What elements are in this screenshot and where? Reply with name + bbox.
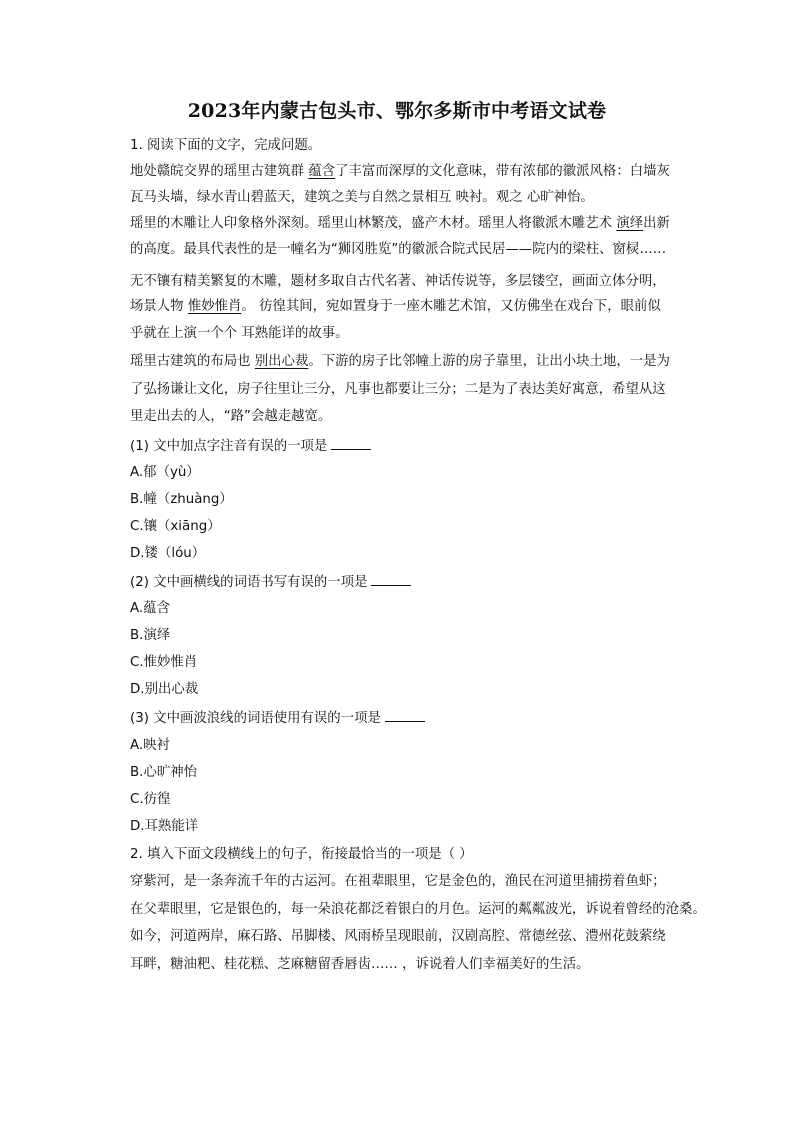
- passage-line: 里走出去的人，“路”会越走越宽。: [130, 409, 332, 424]
- option: A.蕴含: [130, 601, 170, 616]
- underlined-word: 惟妙惟肖: [187, 299, 242, 314]
- subquestion-3-stem: (3) 文中画波浪线的词语使用有误的一项是: [130, 709, 425, 728]
- passage-line: 瑶里的木雕让人印象格外深刻。瑶里山林繁茂，盛产木材。瑶里人将徽派木雕艺术 演绎出新: [130, 216, 670, 231]
- subquestion-1-stem: (1) 文中加点字注音有误的一项是: [130, 437, 371, 456]
- passage-line: 的高度。最具代表性的是一幢名为“狮冈胜览”的徽派合院式民居——院内的梁柱、窗棂……: [130, 242, 667, 257]
- answer-blank: [371, 573, 411, 586]
- question-2-heading: 2. 填入下面文段横线上的句子，衔接最恰当的一项是（ ）: [130, 847, 473, 862]
- passage-line: 如今，河道两岸，麻石路、吊脚楼、风雨桥呈现眼前，汉剧高腔、常德丝弦、澧州花鼓萦绕: [130, 929, 666, 944]
- option: B.心旷神怡: [130, 765, 198, 780]
- passage-line: 乎就在上演一个个 耳熟能详的故事。: [130, 326, 349, 341]
- passage-line: 瓦马头墙，绿水青山碧蓝天，建筑之美与自然之景相互 映衬。观之 心旷神怡。: [130, 190, 594, 205]
- option: A.郁（yù）: [130, 465, 200, 480]
- option: C.彷徨: [130, 792, 171, 807]
- passage-line: 在父辈眼里，它是银色的，每一朵浪花都泛着银白的月色。运河的粼粼波光，诉说着曾经的沧桑。: [130, 902, 706, 917]
- option: B.演绎: [130, 628, 171, 643]
- option: C.镶（xiāng）: [130, 519, 221, 534]
- option: B.幢（zhuàng）: [130, 492, 233, 507]
- subquestion-2-stem: (2) 文中画横线的词语书写有误的一项是: [130, 573, 411, 592]
- option: D.镂（lóu）: [130, 546, 206, 561]
- passage-line: 场景人物 惟妙惟肖。 彷徨其间，宛如置身于一座木雕艺术馆，又仿佛坐在戏台下，眼前似: [130, 299, 661, 314]
- passage-line: 耳畔，糖油粑、桂花糕、芝麻糖留香唇齿…… ，诉说着人们幸福美好的生活。: [130, 957, 590, 972]
- option: A.映衬: [130, 738, 170, 753]
- underlined-word: 别出心裁: [254, 354, 309, 369]
- passage-line: 瑶里古建筑的布局也 别出心裁。下游的房子比邻幢上游的房子靠里，让出小块土地，一是为: [130, 354, 670, 369]
- option: D.耳熟能详: [130, 819, 199, 834]
- passage-line: 穿紫河，是一条奔流千年的古运河。在祖辈眼里，它是金色的，渔民在河道里捕捞着鱼虾；: [130, 874, 666, 889]
- answer-blank: [385, 709, 425, 722]
- underlined-word: 蕴含: [308, 164, 336, 179]
- option: C.惟妙惟肖: [130, 655, 198, 670]
- option: D.别出心裁: [130, 682, 199, 697]
- answer-blank: [331, 437, 371, 450]
- underlined-word: 演绎: [616, 216, 644, 231]
- passage-line: 了弘扬谦让文化，房子往里让三分，凡事也都要让三分；二是为了表达美好寓意，希望从这: [130, 382, 666, 397]
- passage-line: 地处赣皖交界的瑶里古建筑群 蕴含了丰富而深厚的文化意味，带有浓郁的徽派风格：白墙灰: [130, 164, 670, 179]
- page-title: 2023年内蒙古包头市、鄂尔多斯市中考语文试卷: [187, 100, 607, 122]
- passage-line: 无不镶有精美繁复的木雕，题材多取自古代名著、神话传说等，多层镂空，画面立体分明，: [130, 274, 666, 289]
- question-1-heading: 1. 阅读下面的文字，完成问题。: [130, 138, 322, 153]
